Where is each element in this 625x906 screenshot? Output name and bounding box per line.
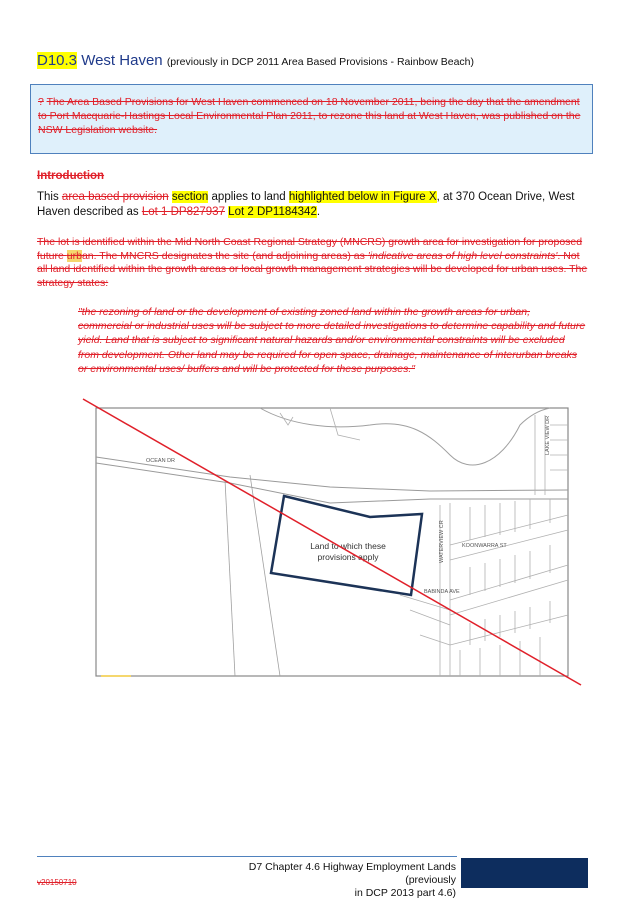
note-text: The Area Based Provisions for West Haven commenced on 18 November 2011, being the day that the amendment to Port Macquarie-Hastings Local Environmental Plan 2011, to rezone this land at West Haven, was published on the NSW Legislation website. — [38, 96, 581, 136]
p1-text-3: , at 370 Ocean Drive, West Haven described as — [37, 191, 575, 218]
p1-end: . — [316, 206, 321, 218]
street-label-waterview-cr: WATERVIEW CR — [439, 520, 445, 563]
footer-version: v20150710 — [37, 878, 77, 887]
p2-text-a: The lot is identified within the Mid North Coast Regional Strategy (MNCRS) growth area for investigation for proposed future — [37, 236, 583, 262]
footer-rule — [37, 856, 457, 857]
deleted-note-box — [30, 84, 593, 154]
footer-color-block — [461, 858, 588, 888]
footer-line-2: in DCP 2013 part 4.6) — [354, 887, 456, 899]
p1-text: This — [37, 191, 62, 203]
section-title — [37, 52, 474, 69]
p2-text-b: an. The MNCRS designates the site (and adjoining areas) as — [81, 249, 368, 262]
footer-title — [240, 861, 456, 900]
p2-italic: 'indicative areas of high level constraints' — [367, 249, 558, 262]
p2-text-c: . Not all land identified within the growth areas or local growth management strategies will be developed for urban uses. The strategy states: — [37, 249, 588, 289]
highlight-mark — [101, 675, 131, 677]
site-label-line-1: Land to which these — [310, 541, 386, 551]
site-map — [30, 395, 600, 690]
p1-deleted-2: Lot 1 DP827937 — [141, 206, 225, 218]
street-label-lake-view-dr: LAKE VIEW DR — [545, 415, 551, 455]
street-label-babinda-ave: BABINDA AVE — [424, 589, 460, 595]
introduction-heading: Introduction — [37, 170, 105, 182]
strategy-quote: "the rezoning of land or the development of existing zoned land within the growth areas for urban, commercial or industrial uses will be subject to more detailed investigations to determine capability and future yield. Land that is subject to significant natural hazards and/or environmental constraints will be excluded from development. Other land may be required for open space, drainage, maintenance of interurban breaks or environmental uses/ buffers and will be protected for these purposes." — [78, 306, 586, 375]
p1-deleted-1: area based provision — [61, 191, 169, 203]
section-code: D10.3 — [37, 52, 78, 69]
p2-highlight: urb — [66, 249, 82, 262]
site-label-line-2: provisions apply — [317, 552, 379, 562]
p1-inserted-1: section — [171, 191, 209, 203]
p1-text-2: applies to land — [208, 191, 289, 203]
site-map-figure — [30, 395, 600, 695]
p1-inserted-2: highlighted below in Figure X — [288, 191, 437, 203]
street-label-ocean-dr: OCEAN DR — [146, 458, 176, 464]
note-prefix: ? — [38, 96, 44, 108]
section-name: West Haven — [81, 52, 163, 69]
footer-line-1: D7 Chapter 4.6 Highway Employment Lands (previously — [248, 861, 456, 886]
intro-paragraph-1 — [37, 190, 587, 220]
intro-paragraph-2 — [37, 236, 589, 290]
section-subtitle: (previously in DCP 2011 Area Based Provisions - Rainbow Beach) — [166, 56, 474, 68]
street-label-koonwarra-st: KOONWARRA ST — [462, 543, 507, 549]
p1-inserted-3: Lot 2 DP1184342 — [228, 206, 317, 218]
